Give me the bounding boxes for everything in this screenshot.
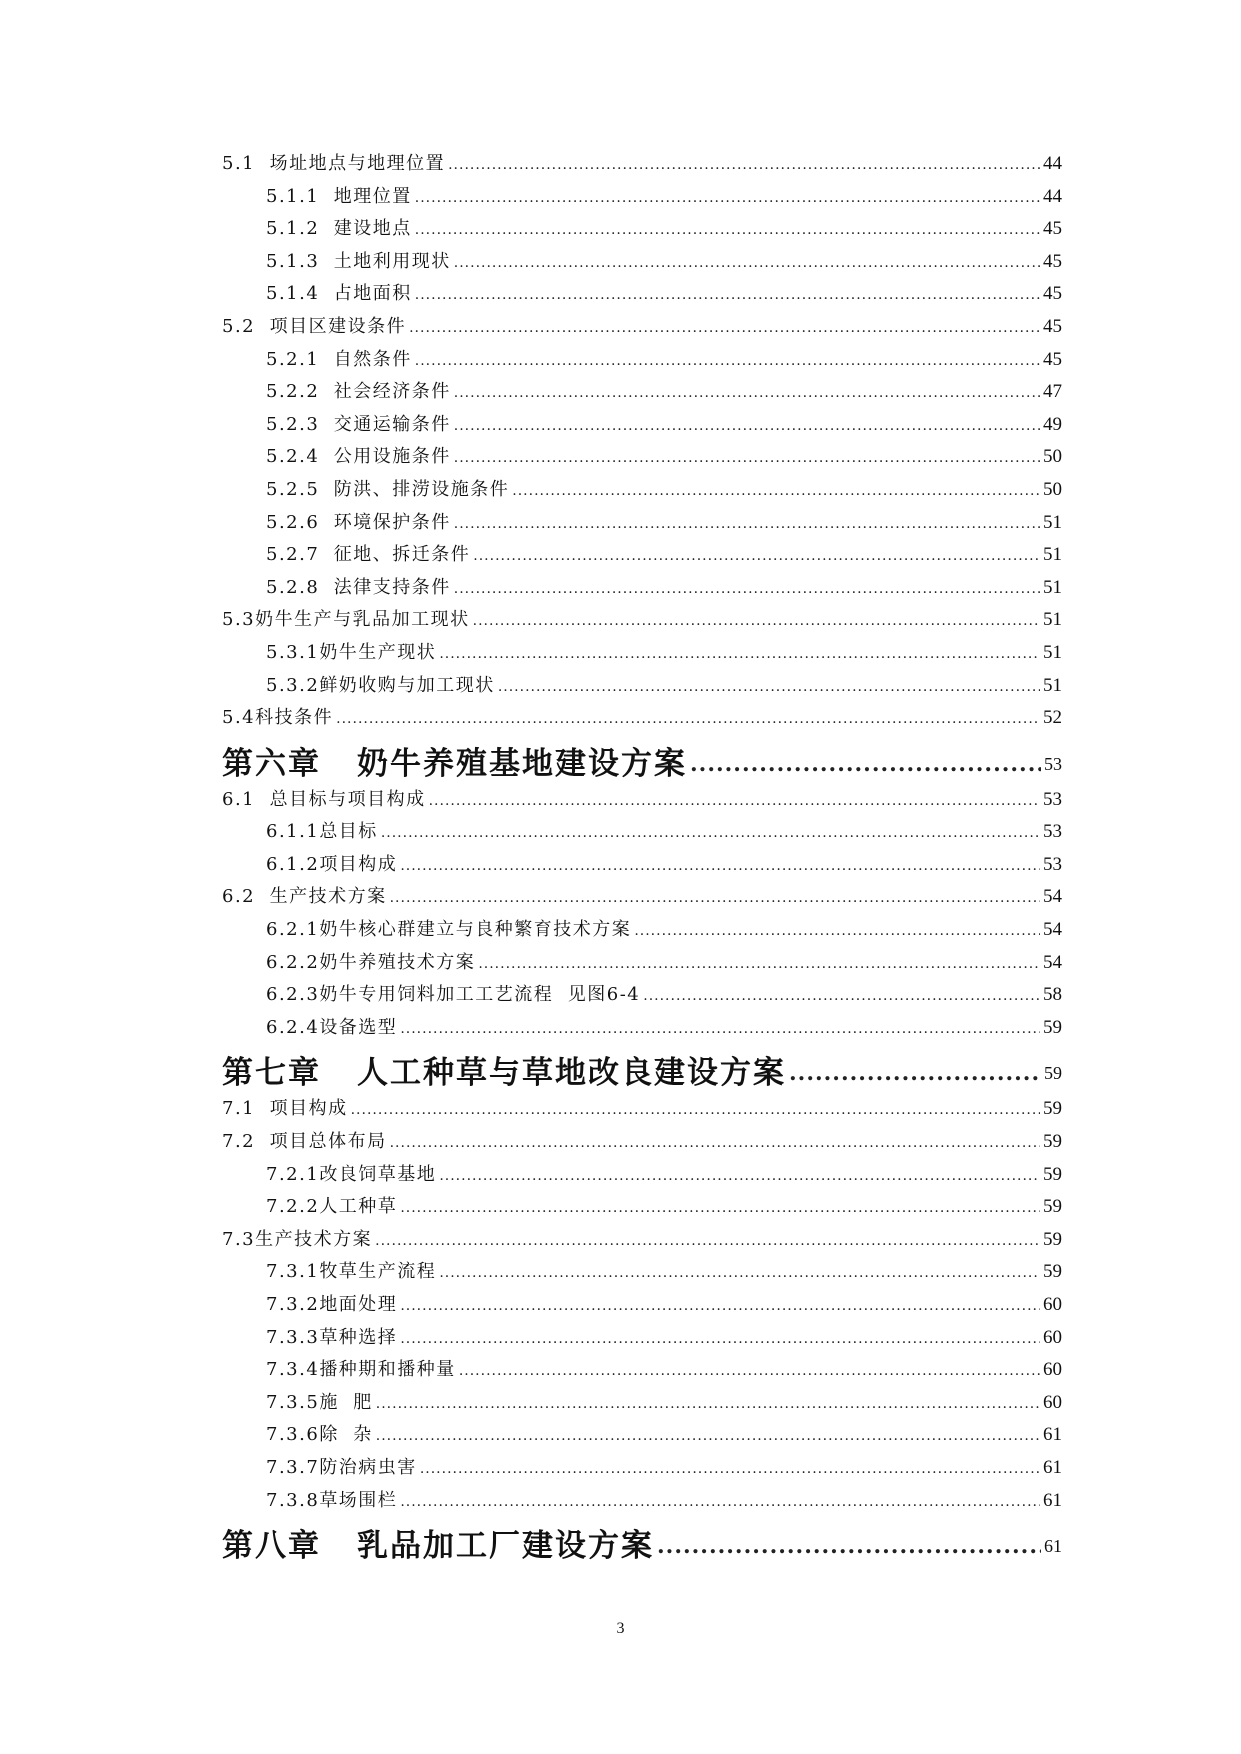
toc-leader-dots — [381, 825, 1040, 841]
toc-entry-page: 53 — [1043, 788, 1062, 810]
toc-entry-title: 总目标与项目构成 — [255, 788, 426, 810]
toc-entry-title: 奶牛生产与乳品加工现状 — [255, 609, 470, 631]
toc-entry-number: 6.2.1 — [266, 919, 320, 941]
toc-entry[interactable] — [222, 1257, 1062, 1290]
toc-entry-page: 60 — [1043, 1391, 1062, 1413]
toc-entry-page: 53 — [1044, 753, 1062, 774]
toc-entry[interactable] — [222, 182, 1062, 215]
toc-entry-title: 建设地点 — [319, 218, 412, 240]
toc-leader-dots — [643, 988, 1040, 1004]
toc-entry-page: 51 — [1043, 609, 1062, 631]
toc-entry-number: 7.3.8 — [266, 1489, 320, 1511]
toc-entry-number: 5.2.1 — [266, 348, 320, 370]
toc-entry-page: 60 — [1043, 1326, 1062, 1348]
toc-entry-number: 7.1 — [222, 1098, 256, 1120]
toc-entry-title: 奶牛生产现状 — [319, 641, 437, 663]
toc-entry[interactable] — [222, 671, 1062, 704]
toc-entry-title: 社会经济条件 — [319, 381, 451, 403]
toc-entry-page: 59 — [1043, 1098, 1062, 1120]
toc-entry-number: 5.1.4 — [266, 283, 320, 305]
toc-leader-dots — [400, 1331, 1040, 1347]
toc-leader-dots — [657, 1533, 1041, 1567]
toc-entry-number: 7.2.1 — [266, 1163, 320, 1185]
toc-entry-number: 6.2.3 — [266, 984, 320, 1006]
toc-entry-number: 6.2.2 — [266, 951, 320, 973]
toc-entry-number: 7.3.2 — [266, 1294, 320, 1315]
toc-entry-page: 47 — [1043, 381, 1062, 403]
toc-entry[interactable] — [222, 1225, 1062, 1258]
toc-entry-title: 项目总体布局 — [255, 1131, 387, 1153]
toc-entry-title: 科技条件 — [255, 707, 334, 729]
toc-entry-title: 场址地点与地理位置 — [255, 153, 446, 174]
table-of-contents — [222, 149, 1062, 1567]
toc-entry-title: 奶牛养殖技术方案 — [319, 951, 476, 973]
toc-entry-number: 5.1.3 — [266, 250, 320, 272]
toc-leader-dots — [454, 581, 1040, 597]
toc-entry-number: 5.2.5 — [266, 478, 320, 500]
toc-leader-dots — [429, 793, 1040, 809]
toc-entry[interactable] — [222, 475, 1062, 508]
toc-leader-dots — [415, 287, 1040, 303]
toc-entry-page: 51 — [1043, 674, 1062, 696]
toc-entry-page: 53 — [1043, 853, 1062, 875]
toc-entry[interactable] — [222, 785, 1062, 818]
toc-entry-title: 人工种草 — [319, 1196, 398, 1218]
toc-entry-number: 5.2.6 — [266, 511, 320, 533]
toc-entry-title: 人工种草与草地改良建设方案 — [357, 1055, 786, 1092]
toc-entry[interactable] — [222, 312, 1062, 345]
toc-leader-dots — [420, 1461, 1040, 1477]
toc-entry-title: 地理位置 — [319, 185, 412, 207]
toc-entry-page: 61 — [1043, 1424, 1062, 1446]
toc-entry-title: 防治病虫害 — [319, 1456, 417, 1478]
toc-entry-page: 59 — [1043, 1016, 1062, 1038]
toc-entry[interactable] — [222, 1355, 1062, 1388]
toc-entry-number: 5.3.2 — [266, 674, 320, 696]
toc-entry[interactable] — [222, 573, 1062, 606]
toc-entry-title: 征地、拆迁条件 — [319, 544, 471, 566]
toc-leader-dots — [400, 858, 1040, 874]
toc-entry-page: 45 — [1043, 218, 1062, 240]
toc-entry-title: 施 肥 — [319, 1391, 373, 1413]
toc-entry-page: 51 — [1043, 641, 1062, 663]
toc-entry[interactable] — [222, 214, 1062, 247]
toc-entry[interactable] — [222, 948, 1062, 981]
toc-entry[interactable] — [222, 442, 1062, 475]
toc-leader-dots — [376, 1428, 1040, 1444]
toc-entry-page: 59 — [1043, 1228, 1062, 1250]
toc-entry-page: 59 — [1043, 1261, 1062, 1283]
toc-entry[interactable] — [222, 1127, 1062, 1160]
toc-entry-number: 6.1.2 — [266, 853, 320, 875]
toc-entry[interactable] — [222, 703, 1062, 736]
toc-entry[interactable] — [222, 1323, 1062, 1356]
toc-entry-page: 53 — [1043, 821, 1062, 843]
toc-entry-number: 7.3 — [222, 1228, 256, 1250]
toc-entry[interactable] — [222, 1453, 1062, 1486]
toc-entry-page: 49 — [1043, 413, 1062, 435]
toc-entry-title: 占地面积 — [319, 283, 412, 305]
toc-entry-title: 环境保护条件 — [319, 511, 451, 533]
toc-entry[interactable] — [222, 508, 1062, 541]
toc-entry[interactable] — [222, 1420, 1062, 1453]
toc-entry-number: 5.2.4 — [266, 446, 320, 468]
toc-entry-title: 土地利用现状 — [319, 250, 451, 272]
toc-entry-number: 5.1 — [222, 153, 256, 174]
toc-entry[interactable] — [222, 638, 1062, 671]
toc-entry[interactable] — [222, 1192, 1062, 1225]
toc-leader-dots — [454, 385, 1040, 401]
toc-entry-title: 除 杂 — [319, 1424, 373, 1446]
toc-entry-title: 地面处理 — [319, 1294, 398, 1315]
toc-entry-title: 项目构成 — [319, 853, 398, 875]
toc-entry[interactable] — [222, 1388, 1062, 1421]
toc-entry-number: 5.2.2 — [266, 381, 320, 403]
toc-entry-title: 乳品加工厂建设方案 — [357, 1528, 654, 1565]
toc-leader-dots — [439, 646, 1040, 662]
toc-entry-number: 5.4 — [222, 707, 256, 729]
toc-entry[interactable] — [222, 1486, 1062, 1519]
toc-entry-title: 鲜奶收购与加工现状 — [319, 674, 495, 696]
toc-leader-dots — [512, 483, 1040, 499]
toc-entry-number: 第八章 — [222, 1528, 321, 1565]
toc-entry-number: 7.3.7 — [266, 1456, 320, 1478]
toc-entry-title: 项目构成 — [255, 1098, 348, 1120]
toc-leader-dots — [390, 1135, 1040, 1151]
toc-entry[interactable] — [222, 377, 1062, 410]
toc-entry-title: 草场围栏 — [319, 1489, 398, 1511]
toc-leader-dots — [454, 516, 1040, 532]
toc-entry-number: 7.3.5 — [266, 1391, 320, 1413]
toc-leader-dots — [400, 1494, 1040, 1510]
toc-entry[interactable] — [222, 915, 1062, 948]
toc-leader-dots — [409, 320, 1040, 336]
toc-leader-dots — [415, 222, 1040, 238]
toc-entry-page: 45 — [1043, 315, 1062, 337]
toc-entry-page: 44 — [1043, 153, 1062, 174]
toc-entry-page: 50 — [1043, 446, 1062, 468]
toc-entry-page: 44 — [1043, 185, 1062, 207]
toc-leader-dots — [454, 450, 1040, 466]
toc-entry-page: 51 — [1043, 511, 1062, 533]
toc-leader-dots — [473, 548, 1040, 564]
toc-entry[interactable] — [222, 410, 1062, 443]
toc-entry-title: 防洪、排涝设施条件 — [319, 478, 510, 500]
toc-chapter-entry[interactable] — [222, 1518, 1062, 1567]
toc-entry-title: 改良饲草基地 — [319, 1163, 437, 1185]
toc-entry-title: 自然条件 — [319, 348, 412, 370]
toc-entry-title: 法律支持条件 — [319, 576, 451, 598]
toc-entry-number: 5.3 — [222, 609, 256, 631]
toc-leader-dots — [459, 1363, 1040, 1379]
toc-entry-title: 总目标 — [319, 821, 378, 843]
toc-entry-page: 45 — [1043, 283, 1062, 305]
toc-entry-title: 牧草生产流程 — [319, 1261, 437, 1283]
toc-entry-number: 7.2 — [222, 1131, 256, 1153]
toc-chapter-entry[interactable] — [222, 736, 1062, 785]
toc-leader-dots — [454, 418, 1040, 434]
toc-entry-page: 45 — [1043, 250, 1062, 272]
toc-entry-page: 50 — [1043, 478, 1062, 500]
toc-entry-page: 45 — [1043, 348, 1062, 370]
toc-entry-title: 播种期和播种量 — [319, 1359, 456, 1381]
toc-entry-number: 5.2.3 — [266, 413, 320, 435]
toc-entry-page: 59 — [1044, 1063, 1062, 1084]
toc-entry-number: 6.1.1 — [266, 821, 320, 843]
toc-leader-dots — [439, 1265, 1040, 1281]
toc-entry-title: 生产技术方案 — [255, 886, 387, 908]
toc-leader-dots — [375, 1233, 1040, 1249]
toc-entry-number: 5.1.1 — [266, 185, 320, 207]
toc-entry-page: 51 — [1043, 544, 1062, 566]
toc-entry-number: 7.3.1 — [266, 1261, 320, 1283]
toc-entry-page: 52 — [1043, 707, 1062, 729]
toc-entry-page: 61 — [1044, 1536, 1062, 1557]
toc-entry-number: 7.2.2 — [266, 1196, 320, 1218]
toc-entry[interactable] — [222, 149, 1062, 182]
toc-entry-title: 交通运输条件 — [319, 413, 451, 435]
toc-entry[interactable] — [222, 605, 1062, 638]
toc-entry[interactable] — [222, 817, 1062, 850]
toc-entry-page: 61 — [1043, 1456, 1062, 1478]
toc-entry-number: 7.3.3 — [266, 1326, 320, 1348]
toc-entry-title: 奶牛养殖基地建设方案 — [357, 745, 687, 782]
toc-leader-dots — [789, 1060, 1041, 1094]
toc-leader-dots — [400, 1298, 1040, 1314]
toc-entry-number: 5.2.8 — [266, 576, 320, 598]
toc-leader-dots — [690, 751, 1041, 785]
toc-entry-title: 生产技术方案 — [255, 1228, 373, 1250]
toc-entry-title: 奶牛专用饲料加工工艺流程 见图6-4 — [319, 984, 641, 1006]
toc-entry-number: 6.2.4 — [266, 1016, 320, 1038]
toc-entry-number: 7.3.6 — [266, 1424, 320, 1446]
toc-entry[interactable] — [222, 345, 1062, 378]
toc-entry-number: 6.1 — [222, 788, 256, 810]
toc-entry[interactable] — [222, 279, 1062, 312]
toc-leader-dots — [376, 1396, 1040, 1412]
toc-leader-dots — [634, 923, 1040, 939]
toc-leader-dots — [478, 956, 1040, 972]
toc-entry-page: 59 — [1043, 1131, 1062, 1153]
toc-entry-page: 58 — [1043, 984, 1062, 1006]
toc-entry-title: 奶牛核心群建立与良种繁育技术方案 — [319, 919, 632, 941]
toc-entry-page: 60 — [1043, 1359, 1062, 1381]
toc-leader-dots — [498, 679, 1040, 695]
toc-entry-number: 5.2 — [222, 315, 256, 337]
toc-entry[interactable] — [222, 850, 1062, 883]
toc-entry-page: 60 — [1043, 1294, 1062, 1315]
toc-entry-title: 项目区建设条件 — [255, 315, 407, 337]
toc-leader-dots — [400, 1200, 1040, 1216]
toc-leader-dots — [415, 190, 1040, 206]
toc-entry-number: 5.1.2 — [266, 218, 320, 240]
toc-leader-dots — [415, 353, 1040, 369]
toc-entry-number: 6.2 — [222, 886, 256, 908]
toc-leader-dots — [400, 1021, 1040, 1037]
toc-entry-page: 51 — [1043, 576, 1062, 598]
toc-entry-page: 59 — [1043, 1163, 1062, 1185]
toc-entry[interactable] — [222, 882, 1062, 915]
toc-entry[interactable] — [222, 1160, 1062, 1193]
toc-entry-number: 5.3.1 — [266, 641, 320, 663]
toc-entry-number: 第七章 — [222, 1055, 321, 1092]
toc-entry-page: 54 — [1043, 919, 1062, 941]
toc-entry-page: 59 — [1043, 1196, 1062, 1218]
toc-leader-dots — [390, 890, 1040, 906]
toc-entry-number: 5.2.7 — [266, 544, 320, 566]
toc-entry[interactable] — [222, 1094, 1062, 1127]
toc-entry-page: 61 — [1043, 1489, 1062, 1511]
toc-chapter-entry[interactable] — [222, 1045, 1062, 1094]
toc-entry-number: 7.3.4 — [266, 1359, 320, 1381]
toc-entry-page: 54 — [1043, 886, 1062, 908]
toc-entry[interactable] — [222, 540, 1062, 573]
toc-entry[interactable] — [222, 1290, 1062, 1323]
toc-entry[interactable] — [222, 247, 1062, 280]
toc-leader-dots — [473, 613, 1040, 629]
toc-entry-page: 54 — [1043, 951, 1062, 973]
toc-leader-dots — [351, 1102, 1040, 1118]
toc-entry[interactable] — [222, 980, 1062, 1013]
toc-leader-dots — [439, 1168, 1040, 1184]
toc-leader-dots — [336, 711, 1040, 727]
toc-entry-number: 第六章 — [222, 745, 321, 782]
toc-leader-dots — [448, 157, 1040, 173]
toc-entry-title: 设备选型 — [319, 1016, 398, 1038]
toc-entry-title: 草种选择 — [319, 1326, 398, 1348]
page-number: 3 — [616, 1620, 625, 1637]
toc-entry[interactable] — [222, 1013, 1062, 1046]
toc-leader-dots — [454, 255, 1040, 271]
toc-entry-title: 公用设施条件 — [319, 446, 451, 468]
